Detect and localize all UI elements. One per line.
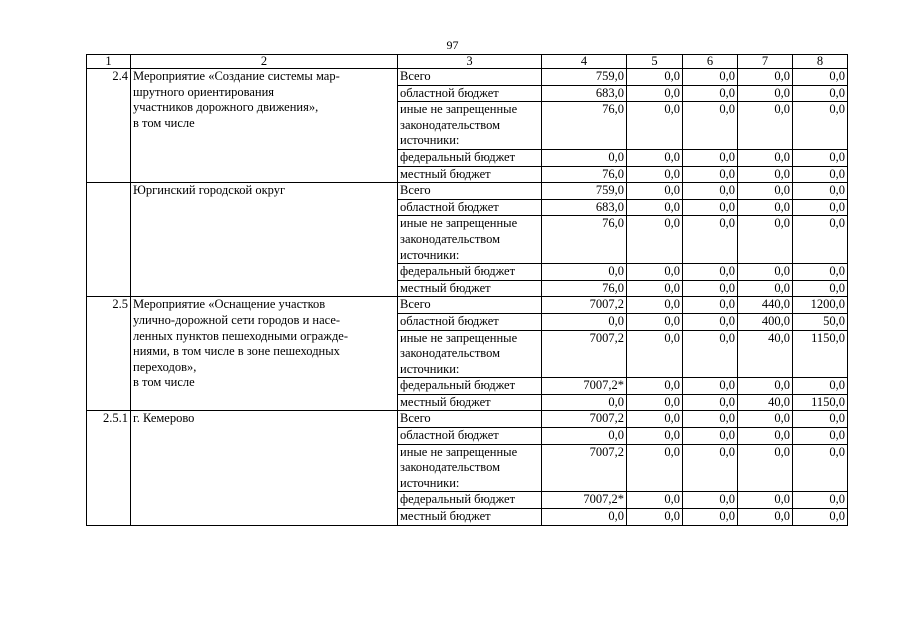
table-row <box>87 297 848 314</box>
funding-source-line: Всего <box>400 297 431 312</box>
value-cell: 0,0 <box>793 69 848 86</box>
funding-source-text <box>400 445 539 492</box>
value-cell: 0,0 <box>793 444 848 492</box>
funding-source <box>398 166 542 183</box>
value-cell: 0,0 <box>627 199 683 216</box>
value-cell: 0,0 <box>627 297 683 314</box>
value-cell: 0,0 <box>793 411 848 428</box>
value-cell: 0,0 <box>542 264 627 281</box>
value-cell: 1150,0 <box>793 394 848 411</box>
value-cell: 0,0 <box>542 149 627 166</box>
funding-source-line: областной бюджет <box>400 199 499 214</box>
item-name-text <box>133 183 395 199</box>
funding-source <box>398 216 542 264</box>
value-cell: 0,0 <box>627 216 683 264</box>
item-name-line: участников дорожного движения», <box>133 100 319 115</box>
value-cell: 0,0 <box>738 69 793 86</box>
value-cell: 7007,2 <box>542 330 627 378</box>
funding-source-line: источники: <box>400 247 460 262</box>
value-cell: 0,0 <box>738 102 793 150</box>
funding-source-text <box>400 378 539 394</box>
value-cell: 0,0 <box>683 378 738 395</box>
value-cell: 7007,2 <box>542 411 627 428</box>
value-cell: 0,0 <box>793 183 848 200</box>
item-name-text <box>133 69 395 131</box>
item-name <box>131 183 398 297</box>
funding-source-line: федеральный бюджет <box>400 492 516 507</box>
funding-source-line: законодательством <box>400 346 501 361</box>
item-name-line: Мероприятие «Оснащение участков <box>133 297 326 312</box>
value-cell: 0,0 <box>793 149 848 166</box>
value-cell: 759,0 <box>542 183 627 200</box>
funding-source-line: законодательством <box>400 460 501 475</box>
value-cell: 0,0 <box>627 264 683 281</box>
item-name-line: г. Кемерово <box>133 411 195 426</box>
funding-source-text <box>400 150 539 166</box>
value-cell: 0,0 <box>738 411 793 428</box>
funding-source <box>398 297 542 314</box>
funding-source-text <box>400 297 539 313</box>
funding-source <box>398 183 542 200</box>
value-cell: 0,0 <box>793 264 848 281</box>
value-cell: 0,0 <box>683 69 738 86</box>
value-cell: 0,0 <box>738 264 793 281</box>
value-cell: 0,0 <box>793 216 848 264</box>
item-code: 2.5 <box>87 297 131 411</box>
funding-source-text <box>400 102 539 149</box>
value-cell: 683,0 <box>542 199 627 216</box>
value-cell: 400,0 <box>738 313 793 330</box>
value-cell: 0,0 <box>627 313 683 330</box>
value-cell: 76,0 <box>542 280 627 297</box>
value-cell: 0,0 <box>683 166 738 183</box>
value-cell: 0,0 <box>793 492 848 509</box>
funding-source-line: областной бюджет <box>400 85 499 100</box>
value-cell: 0,0 <box>738 428 793 445</box>
value-cell: 0,0 <box>793 102 848 150</box>
table-row <box>87 69 848 86</box>
value-cell: 0,0 <box>683 330 738 378</box>
item-name-line: в том числе <box>133 115 195 130</box>
header-cell: 6 <box>683 55 738 69</box>
value-cell: 759,0 <box>542 69 627 86</box>
table-row <box>87 183 848 200</box>
funding-source <box>398 199 542 216</box>
value-cell: 0,0 <box>683 216 738 264</box>
value-cell: 0,0 <box>683 394 738 411</box>
funding-source-line: областной бюджет <box>400 428 499 443</box>
funding-source-line: местный бюджет <box>400 509 491 524</box>
header-cell: 2 <box>131 55 398 69</box>
funding-source-text <box>400 492 539 508</box>
item-name <box>131 297 398 411</box>
funding-source-line: местный бюджет <box>400 166 491 181</box>
value-cell: 1200,0 <box>793 297 848 314</box>
value-cell: 0,0 <box>683 411 738 428</box>
funding-source-text <box>400 395 539 411</box>
value-cell: 0,0 <box>627 444 683 492</box>
funding-source <box>398 149 542 166</box>
value-cell: 0,0 <box>683 85 738 102</box>
value-cell: 0,0 <box>683 297 738 314</box>
value-cell: 76,0 <box>542 102 627 150</box>
funding-source-text <box>400 86 539 102</box>
value-cell: 440,0 <box>738 297 793 314</box>
funding-source <box>398 264 542 281</box>
value-cell: 0,0 <box>738 444 793 492</box>
value-cell: 0,0 <box>738 149 793 166</box>
value-cell: 0,0 <box>627 411 683 428</box>
funding-source <box>398 330 542 378</box>
funding-source-text <box>400 216 539 263</box>
funding-source-line: источники: <box>400 133 460 148</box>
funding-source-text <box>400 331 539 378</box>
value-cell: 0,0 <box>738 183 793 200</box>
value-cell: 0,0 <box>627 69 683 86</box>
item-name <box>131 69 398 183</box>
value-cell: 0,0 <box>683 509 738 526</box>
item-name-line: Мероприятие «Создание системы мар- <box>133 69 340 83</box>
value-cell: 0,0 <box>627 492 683 509</box>
value-cell: 0,0 <box>738 85 793 102</box>
value-cell: 0,0 <box>793 199 848 216</box>
table-body <box>87 69 848 526</box>
funding-source-text <box>400 183 539 199</box>
funding-source-text <box>400 167 539 183</box>
value-cell: 0,0 <box>683 492 738 509</box>
funding-source-line: федеральный бюджет <box>400 264 516 279</box>
item-name-line: ленных пунктов пешеходными огражде- <box>133 328 349 343</box>
value-cell: 0,0 <box>627 280 683 297</box>
table-row <box>87 411 848 428</box>
value-cell: 0,0 <box>738 509 793 526</box>
funding-source-line: местный бюджет <box>400 280 491 295</box>
header-cell: 3 <box>398 55 542 69</box>
value-cell: 0,0 <box>793 166 848 183</box>
funding-source-text <box>400 264 539 280</box>
value-cell: 0,0 <box>793 378 848 395</box>
value-cell: 0,0 <box>627 428 683 445</box>
value-cell: 0,0 <box>627 85 683 102</box>
funding-source <box>398 69 542 86</box>
item-name-line: шрутного ориентирования <box>133 84 275 99</box>
value-cell: 0,0 <box>683 313 738 330</box>
value-cell: 0,0 <box>738 166 793 183</box>
funding-source-text <box>400 69 539 85</box>
item-name-line: улично-дорожной сети городов и насе- <box>133 312 341 327</box>
value-cell: 0,0 <box>683 102 738 150</box>
budget-table <box>86 54 848 526</box>
value-cell: 0,0 <box>542 313 627 330</box>
item-name <box>131 411 398 525</box>
funding-source <box>398 509 542 526</box>
funding-source-line: Всего <box>400 183 431 198</box>
value-cell: 0,0 <box>738 199 793 216</box>
funding-source-text <box>400 428 539 444</box>
value-cell: 0,0 <box>738 216 793 264</box>
item-name-line: Юргинский городской округ <box>133 183 286 198</box>
funding-source-line: федеральный бюджет <box>400 149 516 164</box>
value-cell: 0,0 <box>793 428 848 445</box>
value-cell: 76,0 <box>542 166 627 183</box>
value-cell: 0,0 <box>627 330 683 378</box>
item-code <box>87 183 131 297</box>
funding-source-line: законодательством <box>400 231 501 246</box>
funding-source-text <box>400 509 539 525</box>
funding-source-text <box>400 411 539 427</box>
funding-source <box>398 411 542 428</box>
funding-source-line: иные не запрещенные <box>400 216 518 231</box>
value-cell: 40,0 <box>738 394 793 411</box>
funding-source-line: Всего <box>400 69 431 83</box>
value-cell: 0,0 <box>793 85 848 102</box>
value-cell: 0,0 <box>738 492 793 509</box>
funding-source <box>398 378 542 395</box>
funding-source-line: источники: <box>400 475 460 490</box>
funding-source <box>398 280 542 297</box>
funding-source-line: Всего <box>400 411 431 426</box>
funding-source-line: иные не запрещенные <box>400 330 518 345</box>
value-cell: 0,0 <box>683 183 738 200</box>
item-code: 2.4 <box>87 69 131 183</box>
funding-source-line: областной бюджет <box>400 313 499 328</box>
value-cell: 76,0 <box>542 216 627 264</box>
funding-source-line: иные не запрещенные <box>400 444 518 459</box>
funding-source-text <box>400 281 539 297</box>
value-cell: 0,0 <box>627 183 683 200</box>
value-cell: 0,0 <box>542 509 627 526</box>
header-cell: 1 <box>87 55 131 69</box>
value-cell: 0,0 <box>793 280 848 297</box>
funding-source-line: источники: <box>400 361 460 376</box>
value-cell: 0,0 <box>627 378 683 395</box>
value-cell: 0,0 <box>542 394 627 411</box>
value-cell: 7007,2 <box>542 297 627 314</box>
value-cell: 0,0 <box>683 280 738 297</box>
funding-source-line: законодательством <box>400 117 501 132</box>
funding-source <box>398 394 542 411</box>
funding-source <box>398 444 542 492</box>
header-row <box>87 55 848 69</box>
value-cell: 0,0 <box>683 264 738 281</box>
item-name-line: в том числе <box>133 375 195 390</box>
item-name-text <box>133 411 395 427</box>
value-cell: 7007,2 <box>542 444 627 492</box>
item-name-text <box>133 297 395 391</box>
funding-source-text <box>400 314 539 330</box>
value-cell: 0,0 <box>627 394 683 411</box>
funding-source-text <box>400 200 539 216</box>
funding-source <box>398 102 542 150</box>
item-code: 2.5.1 <box>87 411 131 525</box>
value-cell: 0,0 <box>627 166 683 183</box>
funding-source-line: местный бюджет <box>400 394 491 409</box>
funding-source-line: федеральный бюджет <box>400 378 516 393</box>
value-cell: 0,0 <box>542 428 627 445</box>
value-cell: 7007,2* <box>542 378 627 395</box>
funding-source <box>398 428 542 445</box>
header-cell: 8 <box>793 55 848 69</box>
value-cell: 0,0 <box>627 149 683 166</box>
page-number: 97 <box>446 38 459 52</box>
value-cell: 0,0 <box>627 102 683 150</box>
value-cell: 0,0 <box>793 509 848 526</box>
funding-source-line: иные не запрещенные <box>400 102 518 117</box>
value-cell: 0,0 <box>738 378 793 395</box>
header-cell: 7 <box>738 55 793 69</box>
value-cell: 0,0 <box>627 509 683 526</box>
item-name-line: переходов», <box>133 359 197 374</box>
item-name-line: ниями, в том числе в зоне пешеходных <box>133 344 340 359</box>
value-cell: 0,0 <box>683 428 738 445</box>
value-cell: 7007,2* <box>542 492 627 509</box>
header-cell: 5 <box>627 55 683 69</box>
value-cell: 0,0 <box>738 280 793 297</box>
value-cell: 1150,0 <box>793 330 848 378</box>
value-cell: 0,0 <box>683 149 738 166</box>
value-cell: 40,0 <box>738 330 793 378</box>
value-cell: 683,0 <box>542 85 627 102</box>
value-cell: 0,0 <box>683 199 738 216</box>
funding-source <box>398 85 542 102</box>
value-cell: 50,0 <box>793 313 848 330</box>
funding-source <box>398 313 542 330</box>
value-cell: 0,0 <box>683 444 738 492</box>
funding-source <box>398 492 542 509</box>
header-cell: 4 <box>542 55 627 69</box>
